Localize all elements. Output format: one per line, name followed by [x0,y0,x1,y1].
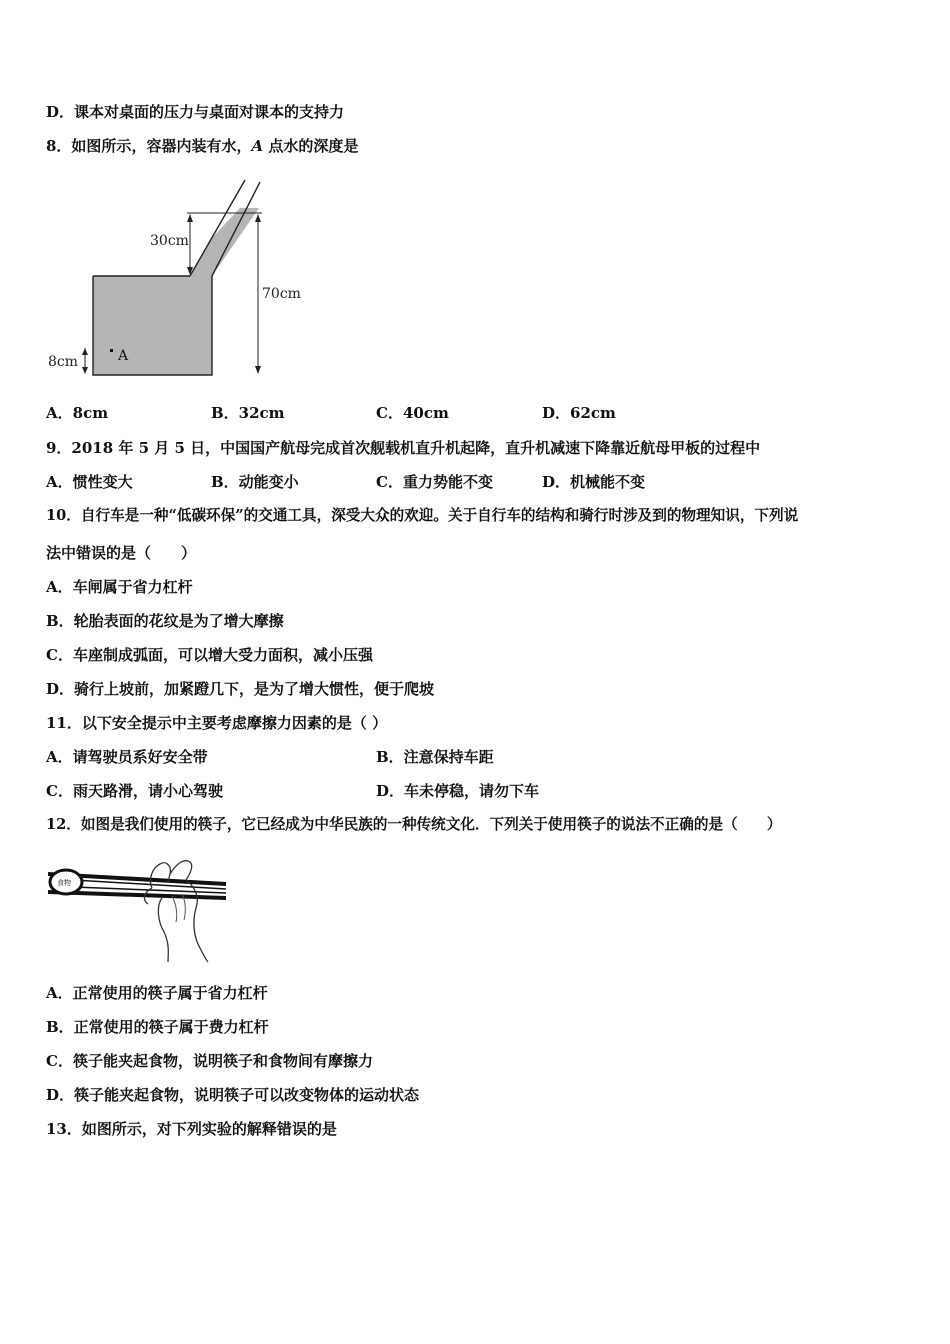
q8-stem [46,136,358,156]
q10-stem-line2: 法中错误的是（ ） [46,544,197,562]
q12-chopsticks-figure [44,852,234,964]
dim-8-label: 8cm [48,354,79,370]
dim-30-arrowhead-top [187,214,193,222]
q8-container-figure [40,175,310,385]
q12-option-c: C．筷子能夹起食物，说明筷子和食物间有摩擦力 [46,1052,373,1070]
q12-stem: 12．如图是我们使用的筷子，它已经成为中华民族的一种传统文化．下列关于使用筷子的说法不正确的是（ ） [46,816,782,833]
q7-option-d: D．课本对桌面的压力与桌面对课本的支持力 [46,103,345,121]
q10-option-d: D．骑行上坡前，加紧蹬几下，是为了增大惯性，便于爬坡 [46,680,435,698]
q10-option-b: B．轮胎表面的花纹是为了增大摩擦 [46,612,284,630]
q10-option-a: A．车闸属于省力杠杆 [46,578,193,596]
dim-8-arrowhead-top [82,348,88,355]
dim-8-arrowhead-bottom [82,367,88,374]
dim-70-arrowhead-bottom [255,366,261,374]
q8-stem-post: 点水的深度是 [263,137,359,155]
q8-option-d: D．62cm [542,404,616,422]
q9-option-d: D．机械能不变 [542,473,646,491]
q12-option-b: B．正常使用的筷子属于费力杠杆 [46,1018,269,1036]
q9-option-b: B．动能变小 [211,473,299,491]
dim-30-label: 30cm [150,233,189,249]
q9-option-a: A．惯性变大 [46,473,133,491]
q9-option-c: C．重力势能不变 [376,473,493,491]
q11-stem: 11．以下安全提示中主要考虑摩擦力因素的是（ ） [46,714,388,732]
food-label: 食物 [57,879,71,887]
q11-option-b: B．注意保持车距 [376,748,494,766]
q8-stem-pre: 8．如图所示，容器内装有水， [46,137,252,155]
q13-stem: 13．如图所示，对下列实验的解释错误的是 [46,1120,337,1138]
q12-option-a: A．正常使用的筷子属于省力杠杆 [46,984,268,1002]
q9-stem: 9．2018 年 5 月 5 日，中国国产航母完成首次舰载机直升机起降，直升机减速下降靠近航母甲板的过程中 [46,439,761,457]
q11-option-c: C．雨天路滑，请小心驾驶 [46,782,223,800]
q8-stem-italic: A [251,137,264,155]
q8-option-c: C．40cm [376,404,449,422]
q10-stem-line1: 10．自行车是一种“低碳环保”的交通工具，深受大众的欢迎。关于自行车的结构和骑行时涉及到的物理知识，下列说 [46,507,799,524]
point-a-marker [110,349,113,352]
q12-option-d: D．筷子能夹起食物，说明筷子可以改变物体的运动状态 [46,1086,420,1104]
q8-option-a: A．8cm [46,404,109,422]
q11-option-d: D．车未停稳，请勿下车 [376,782,540,800]
dim-70-label: 70cm [262,286,301,302]
dim-70-arrowhead-top [255,214,261,222]
q11-option-a: A．请驾驶员系好安全带 [46,748,208,766]
point-a-label: A [118,348,129,364]
q8-option-b: B．32cm [211,404,285,422]
q10-option-c: C．车座制成弧面，可以增大受力面积，减小压强 [46,646,373,664]
